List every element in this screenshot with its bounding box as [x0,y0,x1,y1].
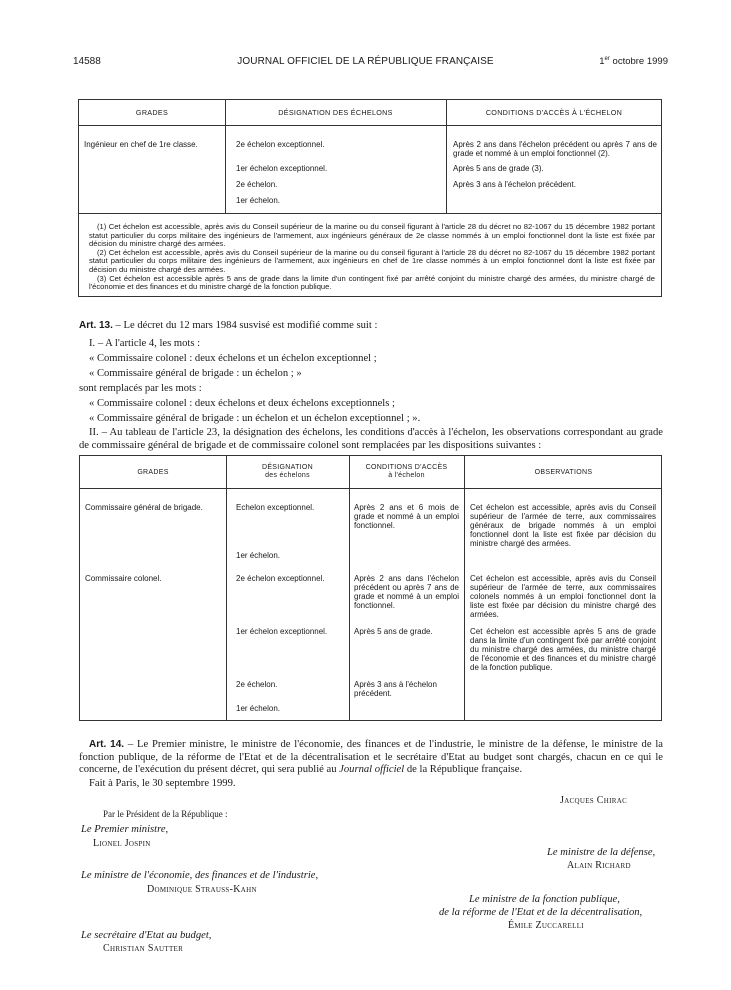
observation-cell: Cet échelon est accessible après 5 ans de grade dans la limite d'un contingent fixé par arrêté conjoint du ministre chargé des armées, du ministre chargé de l'économie et des finances et du ministre chargé de la fonction publique. [470,627,656,672]
footnote: (1) Cet échelon est accessible, après avis du Conseil supérieur de la marine ou du conseil figurant à l'article 28 du décret no 82-1067 du 15 décembre 1982 portant statut particulier du corps militaire des ingénieurs de l'armement, aux ingénieurs généraux de 2e classe nommés à un emploi fonctionnel dont la liste est fixée par décision du ministre chargé des armées. [89,222,655,249]
condition-cell: Après 3 ans à l'échelon précédent. [354,680,437,698]
condition-cell: Après 2 ans dans l'échelon précédent ou après 7 ans de grade et nommé à un emploi fonctionnel. [354,574,459,610]
fonction-publique-title-1: Le ministre de la fonction publique, [469,894,620,905]
economie-title: Le ministre de l'économie, des finances et de l'industrie, [81,870,319,881]
echelon-cell: Echelon exceptionnel. [236,503,315,512]
echelons-table-ingenieurs [78,99,662,297]
col-header-designation: DÉSIGNATION des échelons [261,464,313,479]
condition-cell: Après 5 ans de grade. [354,627,433,636]
col-header-grades: GRADES [135,108,169,117]
grade-cell: Commissaire colonel. [85,574,162,583]
defense-name: Alain Richard [567,860,631,871]
col-header-conditions: CONDITIONS D'ACCÈS à l'échelon [365,464,448,479]
observation-cell: Cet échelon est accessible, après avis du Conseil supérieur de l'armée de terre, aux commissaires généraux de brigade nommés à un emploi fonctionnel dont la liste est fixée par décision du ministre chargé des armées. [470,503,656,548]
quoted-line: « Commissaire colonel : deux échelons et un échelon exceptionnel ; [89,353,377,364]
col-header-observations: OBSERVATIONS [534,469,593,476]
col-header-grades: GRADES [137,469,169,476]
echelon-cell: 1er échelon exceptionnel. [236,164,328,173]
replaced-text: sont remplacés par les mots : [79,383,202,394]
article-13-ii: II. – Au tableau de l'article 23, la désignation des échelons, les conditions d'accès à l'échelon, les observations correspondant au grade de commissaire général de brigade et de commissaire colonel sont remplacées par les dispositions suivantes : [79,427,663,451]
col-header-conditions: CONDITIONS D'ACCÈS À L'ÉCHELON [485,108,623,117]
condition-cell: Après 2 ans et 6 mois de grade et nommé à un emploi fonctionnel. [354,503,459,530]
quoted-line: « Commissaire général de brigade : un échelon et un échelon exceptionnel ; ». [89,413,421,424]
journal-title: JOURNAL OFFICIEL DE LA RÉPUBLIQUE FRANÇAISE [237,56,494,67]
issue-date: 1er octobre 1999 [599,55,668,67]
article-13-i: I. – A l'article 4, les mots : [89,338,201,349]
table-footnotes [89,223,655,292]
footnote: (2) Cet échelon est accessible, après avis du Conseil supérieur de la marine ou du conseil figurant à l'article 28 du décret no 82-1067 du 15 décembre 1982 portant statut particulier du corps militaire des ingénieurs de l'armement, aux ingénieurs en chef de 1re classe nommés à un emploi fonctionnel dont la liste est fixée par décision du ministre chargé des armées. [89,247,655,274]
budget-name: Christian Sautter [103,943,184,954]
echelon-cell: 2e échelon. [236,680,278,689]
grade-cell: Ingénieur en chef de 1re classe. [84,140,198,149]
page-number: 14588 [73,56,101,67]
echelon-cell: 1er échelon. [236,704,281,713]
condition-cell: Après 2 ans dans l'échelon précédent ou après 7 ans de grade et nommé à un emploi fonctionnel (2). [453,140,657,158]
fait-a-paris: Fait à Paris, le 30 septembre 1999. [89,778,236,789]
fonction-publique-name: Émile Zuccarelli [508,920,584,931]
echelon-cell: 2e échelon exceptionnel. [236,140,325,149]
grade-cell: Commissaire général de brigade. [85,503,203,512]
quoted-line: « Commissaire colonel : deux échelons et deux échelons exceptionnels ; [89,398,395,409]
quoted-line: « Commissaire général de brigade : un échelon ; » [89,368,302,379]
par-le-president: Par le Président de la République : [103,809,228,819]
observation-cell: Cet échelon est accessible, après avis du Conseil supérieur de l'armée de terre, aux commissaires colonels nommés à un emploi fonctionnel dont la liste est fixée par décision du ministre chargé des armées. [470,574,656,619]
col-header-designation: DÉSIGNATION DES ÉCHELONS [278,108,393,117]
pm-name: Lionel Jospin [93,838,151,849]
echelon-cell: 1er échelon. [236,551,281,560]
echelon-cell: 2e échelon exceptionnel. [236,574,325,583]
article-14: Art. 14. – Le Premier ministre, le ministre de l'économie, des finances et de l'industrie, le ministre de la défense, le ministre de la fonction publique, de la réforme de l'Etat et de la décentralisation et le secrétaire d'Etat au budget sont chargés, chacun en ce qui le concerne, de l'exécution du présent décret, qui sera publié au Journal officiel de la République française. [79,739,663,775]
echelon-cell: 2e échelon. [236,180,278,189]
echelon-cell: 1er échelon. [236,196,281,205]
budget-title: Le secrétaire d'Etat au budget, [81,930,212,941]
condition-cell: Après 3 ans à l'échelon précédent. [453,180,576,189]
economie-name: Dominique Strauss-Kahn [147,884,257,895]
fonction-publique-title-2: de la réforme de l'Etat et de la décentralisation, [439,907,643,918]
defense-title: Le ministre de la défense, [547,847,656,858]
pm-title: Le Premier ministre, [81,824,169,835]
footnote: (3) Cet échelon est accessible après 5 ans de grade dans la limite d'un contingent fixé par arrêté conjoint du ministre chargé des armées, du ministre chargé de l'économie et des finances et du ministre chargé de la fonction publique. [89,273,655,292]
president-signature: Jacques Chirac [560,795,628,806]
echelon-cell: 1er échelon exceptionnel. [236,627,328,636]
article-13-heading: Art. 13. – Le décret du 12 mars 1984 susvisé est modifié comme suit : [79,320,378,331]
condition-cell: Après 5 ans de grade (3). [453,164,544,173]
echelons-table-commissaires [79,455,662,721]
